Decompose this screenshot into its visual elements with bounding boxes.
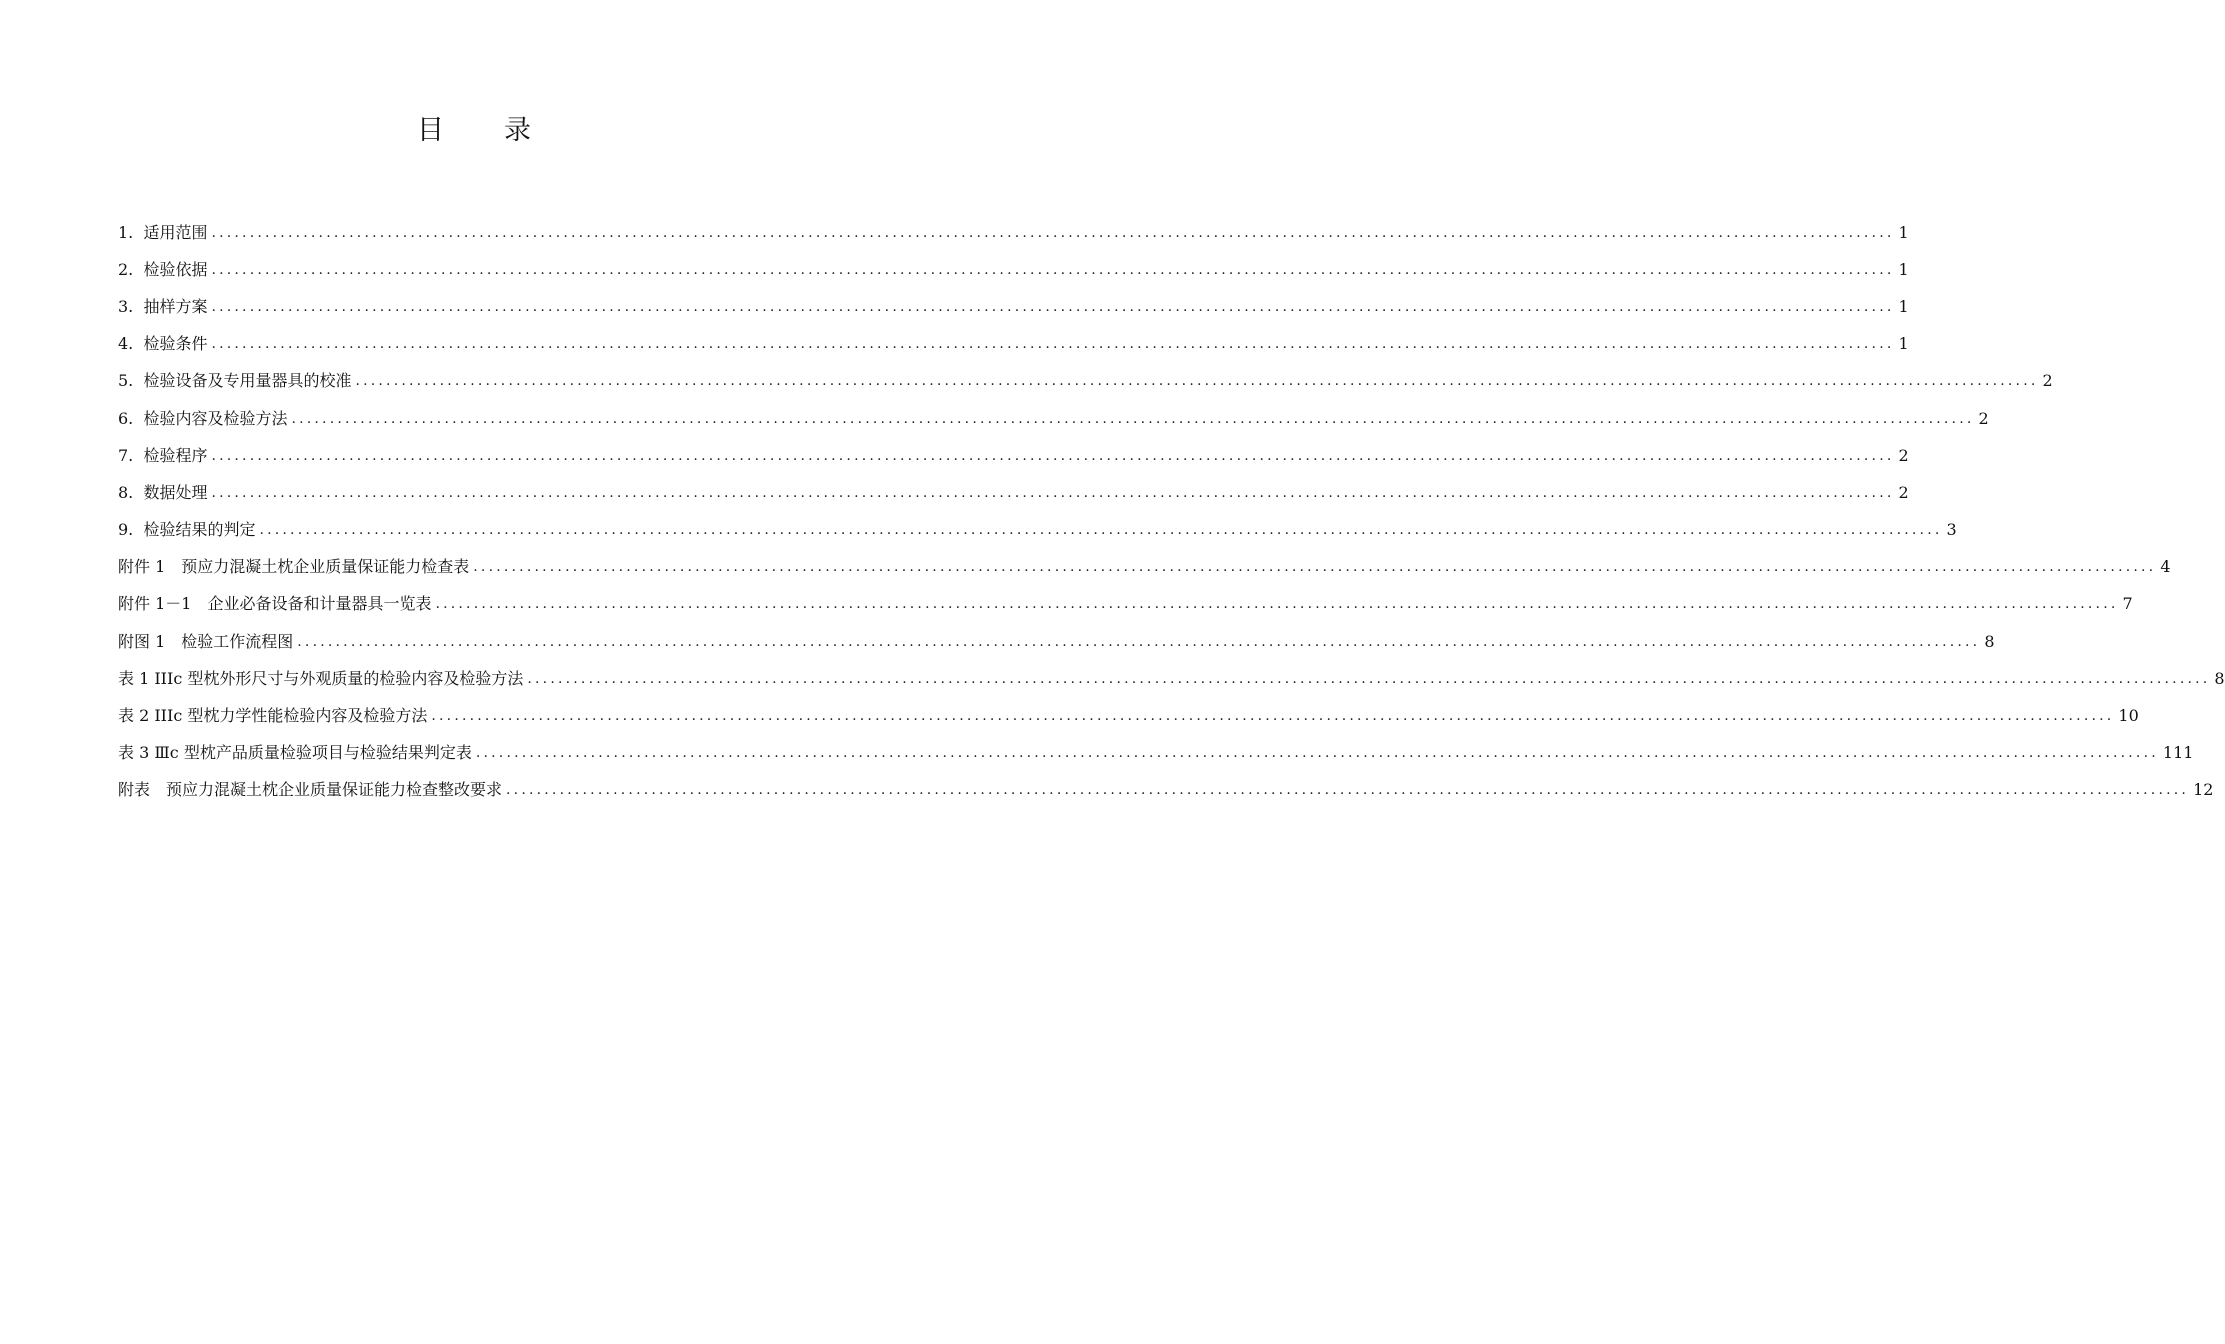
toc-entry-label: 5. 检验设备及专用量器具的校准 — [118, 371, 352, 391]
toc-leader-dots: ............................................................................................................................................................................................................................ — [435, 596, 2119, 613]
toc-entry[interactable] — [118, 623, 1995, 660]
toc-entry[interactable] — [118, 772, 2214, 809]
toc-entry-label: 表 1 IIIc 型枕外形尺寸与外观质量的检验内容及检验方法 — [118, 668, 524, 688]
toc-entry-page: 4 — [2160, 557, 2171, 577]
toc-leader-dots: ............................................................................................................................................................................................................................ — [211, 298, 1895, 315]
toc-entry-label: 2. 检验依据 — [118, 259, 208, 279]
toc-entry[interactable] — [118, 697, 2139, 734]
toc-entry[interactable] — [118, 586, 2133, 623]
toc-entry-label: 附件 1 预应力混凝土枕企业质量保证能力检查表 — [118, 557, 470, 577]
toc-entry[interactable] — [118, 251, 1909, 288]
toc-leader-dots: ............................................................................................................................................................................................................................ — [211, 484, 1895, 501]
toc-leader-dots: ............................................................................................................................................................................................................................ — [506, 782, 2190, 799]
toc-leader-dots: ............................................................................................................................................................................................................................ — [527, 670, 2211, 687]
toc-entry[interactable] — [118, 474, 1909, 511]
toc-leader-dots: ............................................................................................................................................................................................................................ — [355, 373, 2039, 390]
toc-entry-page: 1 — [1898, 259, 1909, 279]
toc-leader-dots: ............................................................................................................................................................................................................................ — [259, 522, 1943, 539]
toc-leader-dots: ............................................................................................................................................................................................................................ — [211, 261, 1895, 278]
toc-entry-label: 表 2 IIIc 型枕力学性能检验内容及检验方法 — [118, 706, 428, 726]
toc-leader-dots: ............................................................................................................................................................................................................................ — [431, 708, 2115, 725]
toc-entry[interactable] — [118, 660, 2225, 697]
toc-entry-label: 1. 适用范围 — [118, 222, 208, 242]
toc-entry[interactable] — [118, 288, 1909, 325]
toc-entry-page: 8 — [1984, 631, 1995, 651]
toc-entry-page: 1 — [1898, 222, 1909, 242]
toc-entry-page: 2 — [1898, 482, 1909, 502]
toc-entry-page: 1 — [1898, 296, 1909, 316]
toc-entry-label: 9. 检验结果的判定 — [118, 520, 256, 540]
toc-entry-label: 7. 检验程序 — [118, 445, 208, 465]
toc-entry[interactable] — [118, 400, 1989, 437]
toc-entry[interactable] — [118, 437, 1909, 474]
toc-entry[interactable] — [118, 735, 2194, 772]
toc-leader-dots: ............................................................................................................................................................................................................................ — [473, 559, 2157, 576]
toc-entry[interactable] — [118, 512, 1957, 549]
toc-leader-dots: ............................................................................................................................................................................................................................ — [211, 336, 1895, 353]
toc-entry-label: 表 3 Ⅲc 型枕产品质量检验项目与检验结果判定表 — [118, 743, 472, 763]
toc-leader-dots: ............................................................................................................................................................................................................................ — [291, 410, 1975, 427]
toc-leader-dots: ............................................................................................................................................................................................................................ — [211, 447, 1895, 464]
toc-entry-page: 10 — [2118, 706, 2139, 726]
toc-leader-dots: ............................................................................................................................................................................................................................ — [475, 745, 2159, 762]
toc-entry[interactable] — [118, 214, 1909, 251]
toc-entry[interactable] — [118, 326, 1909, 363]
toc-entry-page: 111 — [2162, 743, 2194, 763]
toc-entry-page: 2 — [2042, 371, 2053, 391]
table-of-contents — [118, 214, 2225, 809]
toc-entry-label: 6. 检验内容及检验方法 — [118, 408, 288, 428]
toc-entry-page: 1 — [1898, 334, 1909, 354]
toc-entry-label: 3. 抽样方案 — [118, 296, 208, 316]
toc-entry-page: 8 — [2214, 668, 2225, 688]
toc-entry[interactable] — [118, 363, 2053, 400]
toc-entry-label: 附图 1 检验工作流程图 — [118, 631, 294, 651]
toc-entry-page: 2 — [1898, 445, 1909, 465]
page-title: 目 录 — [417, 115, 533, 146]
toc-entry-page: 3 — [1946, 520, 1957, 540]
toc-entry-label: 附表 预应力混凝土枕企业质量保证能力检查整改要求 — [118, 780, 503, 800]
toc-entry-page: 7 — [2122, 594, 2133, 614]
toc-leader-dots: ............................................................................................................................................................................................................................ — [297, 633, 1981, 650]
toc-entry-label: 8. 数据处理 — [118, 482, 208, 502]
toc-entry-label: 4. 检验条件 — [118, 334, 208, 354]
toc-entry-label: 附件 1－1 企业必备设备和计量器具一览表 — [118, 594, 432, 614]
toc-entry-page: 12 — [2193, 780, 2214, 800]
toc-entry[interactable] — [118, 549, 2171, 586]
toc-leader-dots: ............................................................................................................................................................................................................................ — [211, 224, 1895, 241]
toc-entry-page: 2 — [1978, 408, 1989, 428]
